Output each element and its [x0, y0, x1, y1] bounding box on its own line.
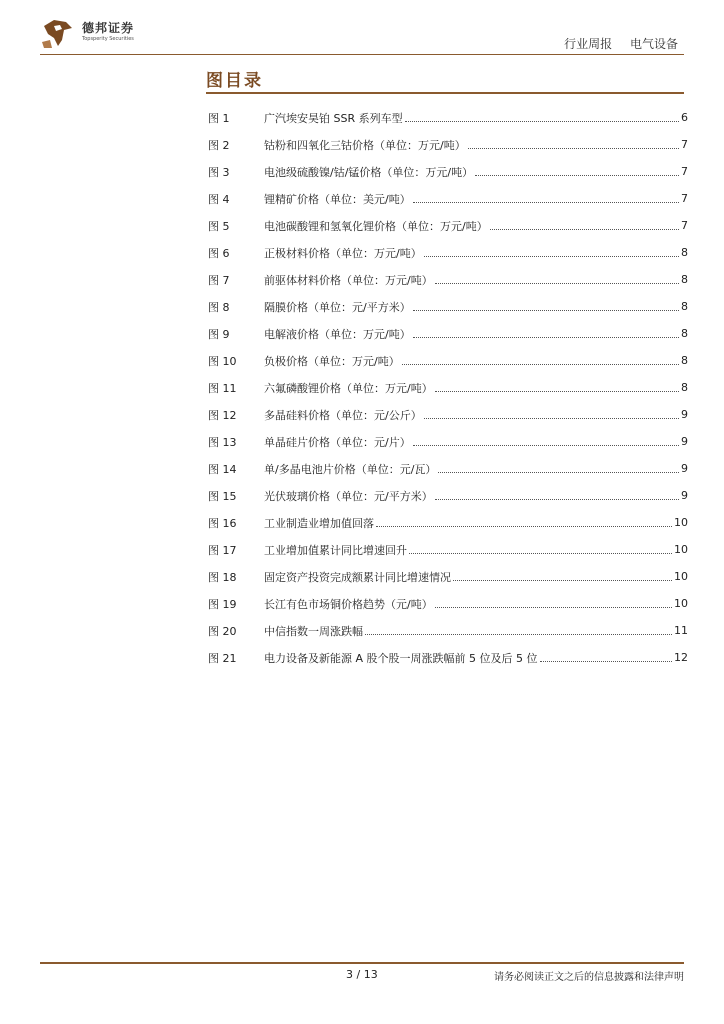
toc-entry-page: 10	[674, 597, 688, 610]
toc-entry-leader	[435, 607, 672, 608]
toc-entry-text: 锂精矿价格（单位：美元/吨）	[264, 192, 411, 206]
toc-entry-label: 图 1	[208, 111, 230, 125]
toc-entry[interactable]	[208, 266, 688, 293]
toc-entry-label: 图 18	[208, 570, 237, 584]
toc-entry-label: 图 12	[208, 408, 237, 422]
toc-entry[interactable]	[208, 536, 688, 563]
toc-entry-label: 图 9	[208, 327, 230, 341]
report-category: 行业周报	[564, 37, 613, 51]
toc-entry[interactable]	[208, 158, 688, 185]
toc-entry-label: 图 14	[208, 462, 237, 476]
toc-entry-text: 电力设备及新能源 A 股个股一周涨跌幅前 5 位及后 5 位	[264, 651, 538, 665]
toc-entry-page: 11	[674, 624, 688, 637]
toc-entry-label: 图 17	[208, 543, 237, 557]
brand-name-cn: 德邦证券	[82, 21, 135, 35]
figure-toc-list	[208, 104, 688, 671]
toc-entry-label: 图 2	[208, 138, 230, 152]
toc-entry[interactable]	[208, 644, 688, 671]
toc-entry-label: 图 5	[208, 219, 230, 233]
page-header	[0, 0, 724, 60]
toc-entry[interactable]	[208, 293, 688, 320]
toc-entry-page: 10	[674, 516, 688, 529]
toc-entry-label: 图 10	[208, 354, 237, 368]
toc-entry-page: 10	[674, 570, 688, 583]
toc-entry-leader	[453, 580, 672, 581]
toc-entry-leader	[413, 445, 679, 446]
toc-entry-page: 9	[681, 462, 688, 475]
toc-entry-page: 9	[681, 435, 688, 448]
toc-entry-leader	[365, 634, 672, 635]
toc-entry-label: 图 6	[208, 246, 230, 260]
toc-entry-text: 中信指数一周涨跌幅	[264, 624, 363, 638]
toc-entry-page: 8	[681, 327, 688, 340]
toc-entry-label: 图 16	[208, 516, 237, 530]
toc-entry[interactable]	[208, 212, 688, 239]
toc-entry-text: 多晶硅料价格（单位：元/公斤）	[264, 408, 422, 422]
toc-entry-page: 8	[681, 354, 688, 367]
toc-entry[interactable]	[208, 401, 688, 428]
toc-entry-text: 电池级硫酸镍/钴/锰价格（单位：万元/吨）	[264, 165, 474, 179]
toc-entry[interactable]	[208, 185, 688, 212]
toc-entry-leader	[424, 418, 679, 419]
toc-entry-leader	[409, 553, 672, 554]
footer-divider	[40, 962, 684, 964]
toc-entry-label: 图 7	[208, 273, 230, 287]
report-sector: 电气设备	[629, 37, 678, 51]
toc-entry-page: 8	[681, 300, 688, 313]
page-number: 3 / 13	[346, 968, 378, 981]
toc-entry-text: 隔膜价格（单位：元/平方米）	[264, 300, 411, 314]
toc-entry-page: 7	[681, 138, 688, 151]
toc-entry-leader	[435, 283, 679, 284]
toc-entry-leader	[438, 472, 679, 473]
toc-entry-label: 图 15	[208, 489, 237, 503]
toc-entry[interactable]	[208, 455, 688, 482]
toc-entry-leader	[468, 148, 679, 149]
toc-entry-text: 六氟磷酸锂价格（单位：万元/吨）	[264, 381, 433, 395]
toc-entry-label: 图 4	[208, 192, 230, 206]
report-tags	[550, 35, 678, 52]
toc-entry-text: 长江有色市场铜价格趋势（元/吨）	[264, 597, 433, 611]
brand-name-en: Topsperity Securities	[82, 36, 134, 42]
toc-entry-leader	[402, 364, 679, 365]
toc-entry-text: 正极材料价格（单位：万元/吨）	[264, 246, 422, 260]
toc-entry[interactable]	[208, 374, 688, 401]
toc-entry-label: 图 21	[208, 651, 237, 665]
toc-title: 图目录	[206, 71, 263, 91]
toc-entry-page: 6	[681, 111, 688, 124]
toc-entry-text: 电解液价格（单位：万元/吨）	[264, 327, 411, 341]
toc-entry-page: 10	[674, 543, 688, 556]
toc-entry-leader	[435, 499, 679, 500]
toc-entry-page: 9	[681, 489, 688, 502]
toc-entry-label: 图 8	[208, 300, 230, 314]
toc-entry-label: 图 19	[208, 597, 237, 611]
toc-entry-text: 工业制造业增加值回落	[264, 516, 374, 530]
toc-entry-page: 7	[681, 219, 688, 232]
toc-entry-leader	[376, 526, 672, 527]
header-divider	[40, 54, 684, 55]
toc-entry[interactable]	[208, 509, 688, 536]
toc-entry-page: 12	[674, 651, 688, 664]
toc-entry-text: 前驱体材料价格（单位：万元/吨）	[264, 273, 433, 287]
toc-entry-text: 电池碳酸锂和氢氧化锂价格（单位：万元/吨）	[264, 219, 488, 233]
toc-entry-leader	[540, 661, 673, 662]
toc-entry-text: 工业增加值累计同比增速回升	[264, 543, 407, 557]
toc-title-divider	[206, 92, 684, 94]
toc-entry-label: 图 20	[208, 624, 237, 638]
toc-entry-page: 9	[681, 408, 688, 421]
toc-entry[interactable]	[208, 347, 688, 374]
toc-entry-page: 8	[681, 381, 688, 394]
toc-entry-page: 8	[681, 273, 688, 286]
toc-entry-text: 单/多晶电池片价格（单位：元/瓦）	[264, 462, 437, 476]
toc-entry-text: 钴粉和四氧化三钴价格（单位：万元/吨）	[264, 138, 466, 152]
toc-entry-leader	[413, 337, 679, 338]
toc-entry[interactable]	[208, 590, 688, 617]
toc-entry-text: 单晶硅片价格（单位：元/片）	[264, 435, 411, 449]
toc-entry[interactable]	[208, 131, 688, 158]
toc-entry-leader	[490, 229, 679, 230]
toc-entry-leader	[405, 121, 679, 122]
toc-entry-page: 7	[681, 192, 688, 205]
toc-entry-leader	[475, 175, 679, 176]
toc-entry-label: 图 13	[208, 435, 237, 449]
toc-entry[interactable]	[208, 320, 688, 347]
toc-entry-label: 图 11	[208, 381, 237, 395]
toc-entry-leader	[435, 391, 679, 392]
toc-entry-leader	[424, 256, 679, 257]
toc-entry-page: 7	[681, 165, 688, 178]
toc-entry[interactable]	[208, 617, 688, 644]
toc-entry-label: 图 3	[208, 165, 230, 179]
toc-entry[interactable]	[208, 428, 688, 455]
toc-entry-text: 广汽埃安昊铂 SSR 系列车型	[264, 111, 403, 125]
toc-entry-leader	[413, 202, 679, 203]
toc-entry-text: 光伏玻璃价格（单位：元/平方米）	[264, 489, 433, 503]
toc-entry-leader	[413, 310, 679, 311]
brand-logo	[40, 16, 170, 50]
toc-entry[interactable]	[208, 104, 688, 131]
toc-entry[interactable]	[208, 482, 688, 509]
toc-entry[interactable]	[208, 239, 688, 266]
toc-entry-text: 固定资产投资完成额累计同比增速情况	[264, 570, 451, 584]
toc-entry-page: 8	[681, 246, 688, 259]
toc-entry-text: 负极价格（单位：万元/吨）	[264, 354, 400, 368]
footer-disclaimer: 请务必阅读正文之后的信息披露和法律声明	[494, 972, 684, 983]
toc-entry[interactable]	[208, 563, 688, 590]
brand-logo-icon	[40, 16, 76, 50]
